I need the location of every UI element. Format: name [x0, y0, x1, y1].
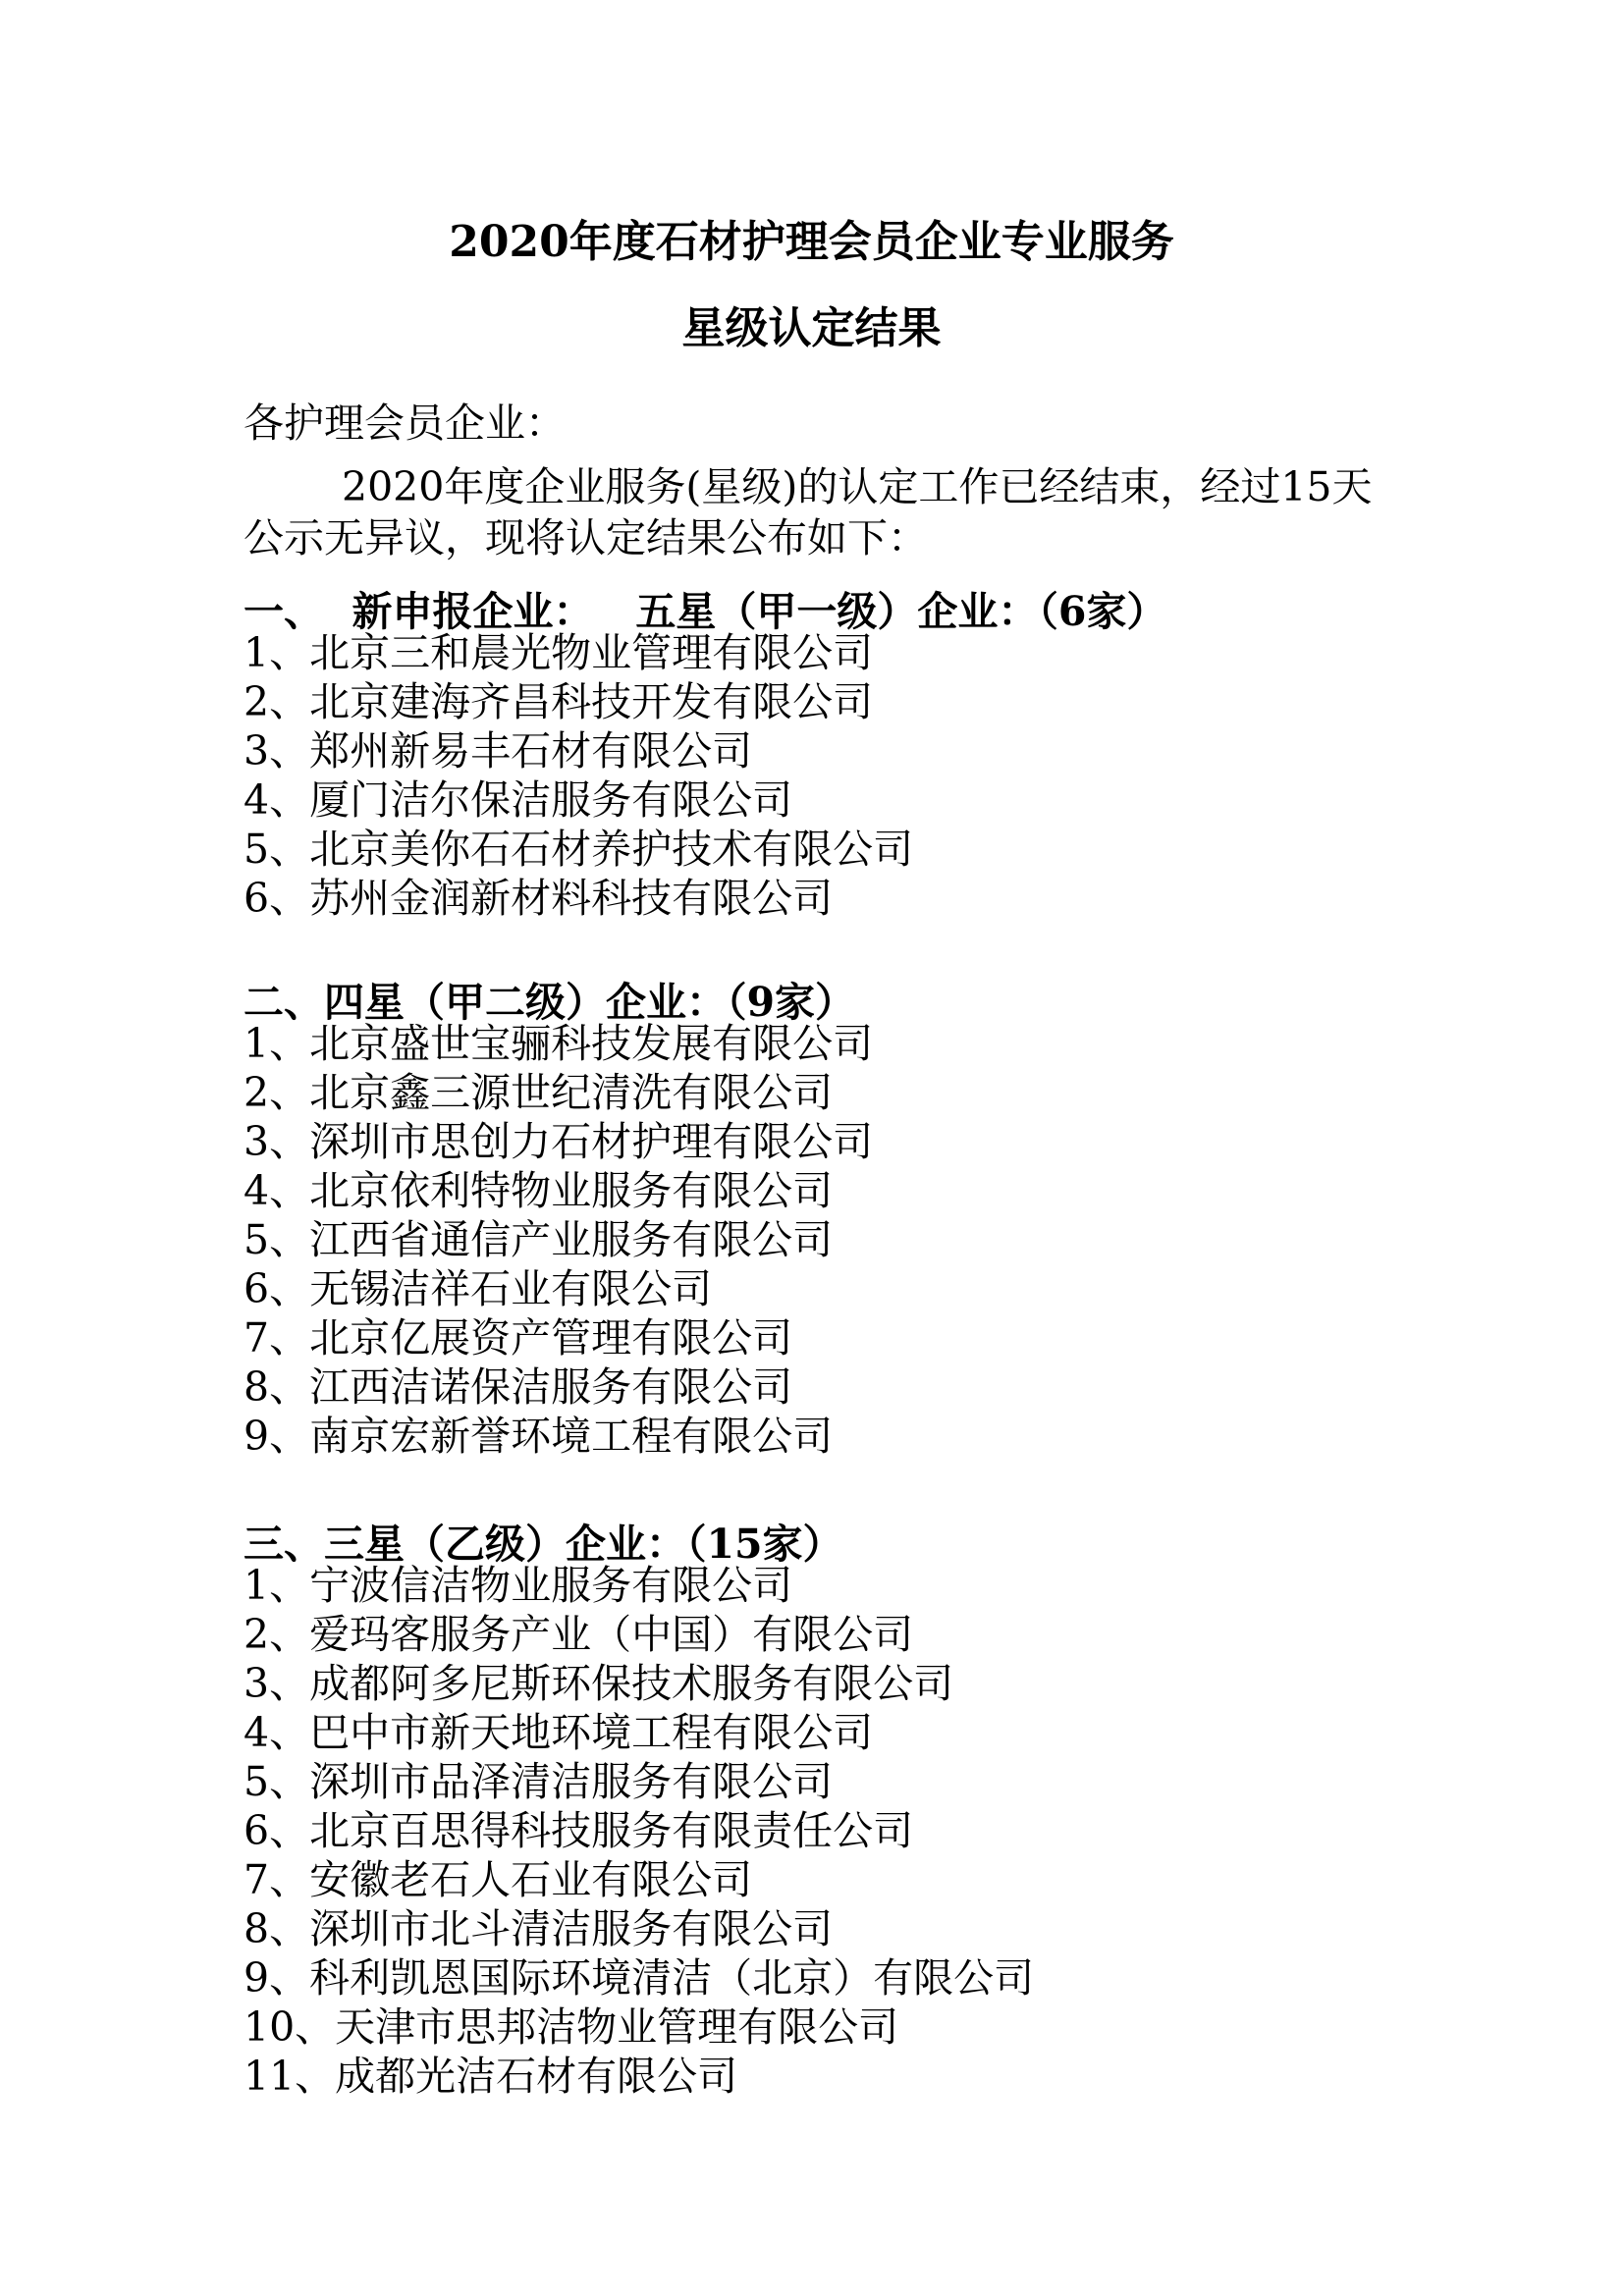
five-star-company-list — [243, 628, 913, 923]
document-subtitle: 星级认定结果 — [681, 303, 942, 353]
list-item: 5、北京美你石石材养护技术有限公司 — [243, 826, 914, 873]
list-item: 10、天津市思邦洁物业管理有限公司 — [243, 2003, 899, 2051]
list-item: 3、郑州新易丰石材有限公司 — [243, 727, 753, 774]
list-item: 4、北京依利特物业服务有限公司 — [243, 1167, 834, 1214]
intro-paragraph — [243, 461, 1382, 563]
list-item: 9、南京宏新誉环境工程有限公司 — [243, 1413, 834, 1460]
section-heading-four-star: 二、四星（甲二级）企业：（9家） — [243, 979, 856, 1026]
list-item: 5、深圳市品泽清洁服务有限公司 — [243, 1758, 834, 1805]
list-item: 6、苏州金润新材料科技有限公司 — [243, 875, 834, 922]
list-item: 1、宁波信洁物业服务有限公司 — [243, 1562, 793, 1609]
list-item: 5、江西省通信产业服务有限公司 — [243, 1216, 834, 1263]
list-item: 7、北京亿展资产管理有限公司 — [243, 1314, 793, 1362]
list-item: 2、北京建海齐昌科技开发有限公司 — [243, 678, 874, 725]
list-item: 6、北京百思得科技服务有限责任公司 — [243, 1807, 914, 1854]
section-heading-three-star: 三、三星（乙级）企业：（15家） — [243, 1521, 843, 1568]
intro-text: 2020年度企业服务(星级)的认定工作已经结束，经过15天公示无异议，现将认定结果公布如下： — [243, 463, 1373, 561]
list-item: 6、无锡洁祥石业有限公司 — [243, 1265, 713, 1312]
three-star-company-list — [243, 1561, 1034, 2101]
list-item: 8、深圳市北斗清洁服务有限公司 — [243, 1905, 834, 1952]
list-item: 9、科利凯恩国际环境清洁（北京）有限公司 — [243, 1954, 1035, 2002]
list-item: 2、爱玛客服务产业（中国）有限公司 — [243, 1611, 914, 1658]
list-item: 11、成都光洁石材有限公司 — [243, 2053, 738, 2100]
list-item: 3、深圳市思创力石材护理有限公司 — [243, 1118, 874, 1165]
list-item: 1、北京盛世宝骊科技发展有限公司 — [243, 1020, 874, 1067]
four-star-company-list — [243, 1019, 873, 1461]
list-item: 3、成都阿多尼斯环保技术服务有限公司 — [243, 1660, 954, 1707]
list-item: 4、厦门洁尔保洁服务有限公司 — [243, 776, 793, 824]
salutation: 各护理会员企业： — [243, 400, 566, 447]
section-heading-five-star: 一、 新申报企业： 五星（甲一级）企业：（6家） — [243, 588, 1167, 635]
list-item: 1、北京三和晨光物业管理有限公司 — [243, 629, 874, 676]
document-title: 2020年度石材护理会员企业专业服务 — [449, 217, 1174, 267]
list-item: 7、安徽老石人石业有限公司 — [243, 1856, 753, 1903]
list-item: 8、江西洁诺保洁服务有限公司 — [243, 1363, 793, 1411]
list-item: 2、北京鑫三源世纪清洗有限公司 — [243, 1069, 834, 1116]
list-item: 4、巴中市新天地环境工程有限公司 — [243, 1709, 874, 1756]
